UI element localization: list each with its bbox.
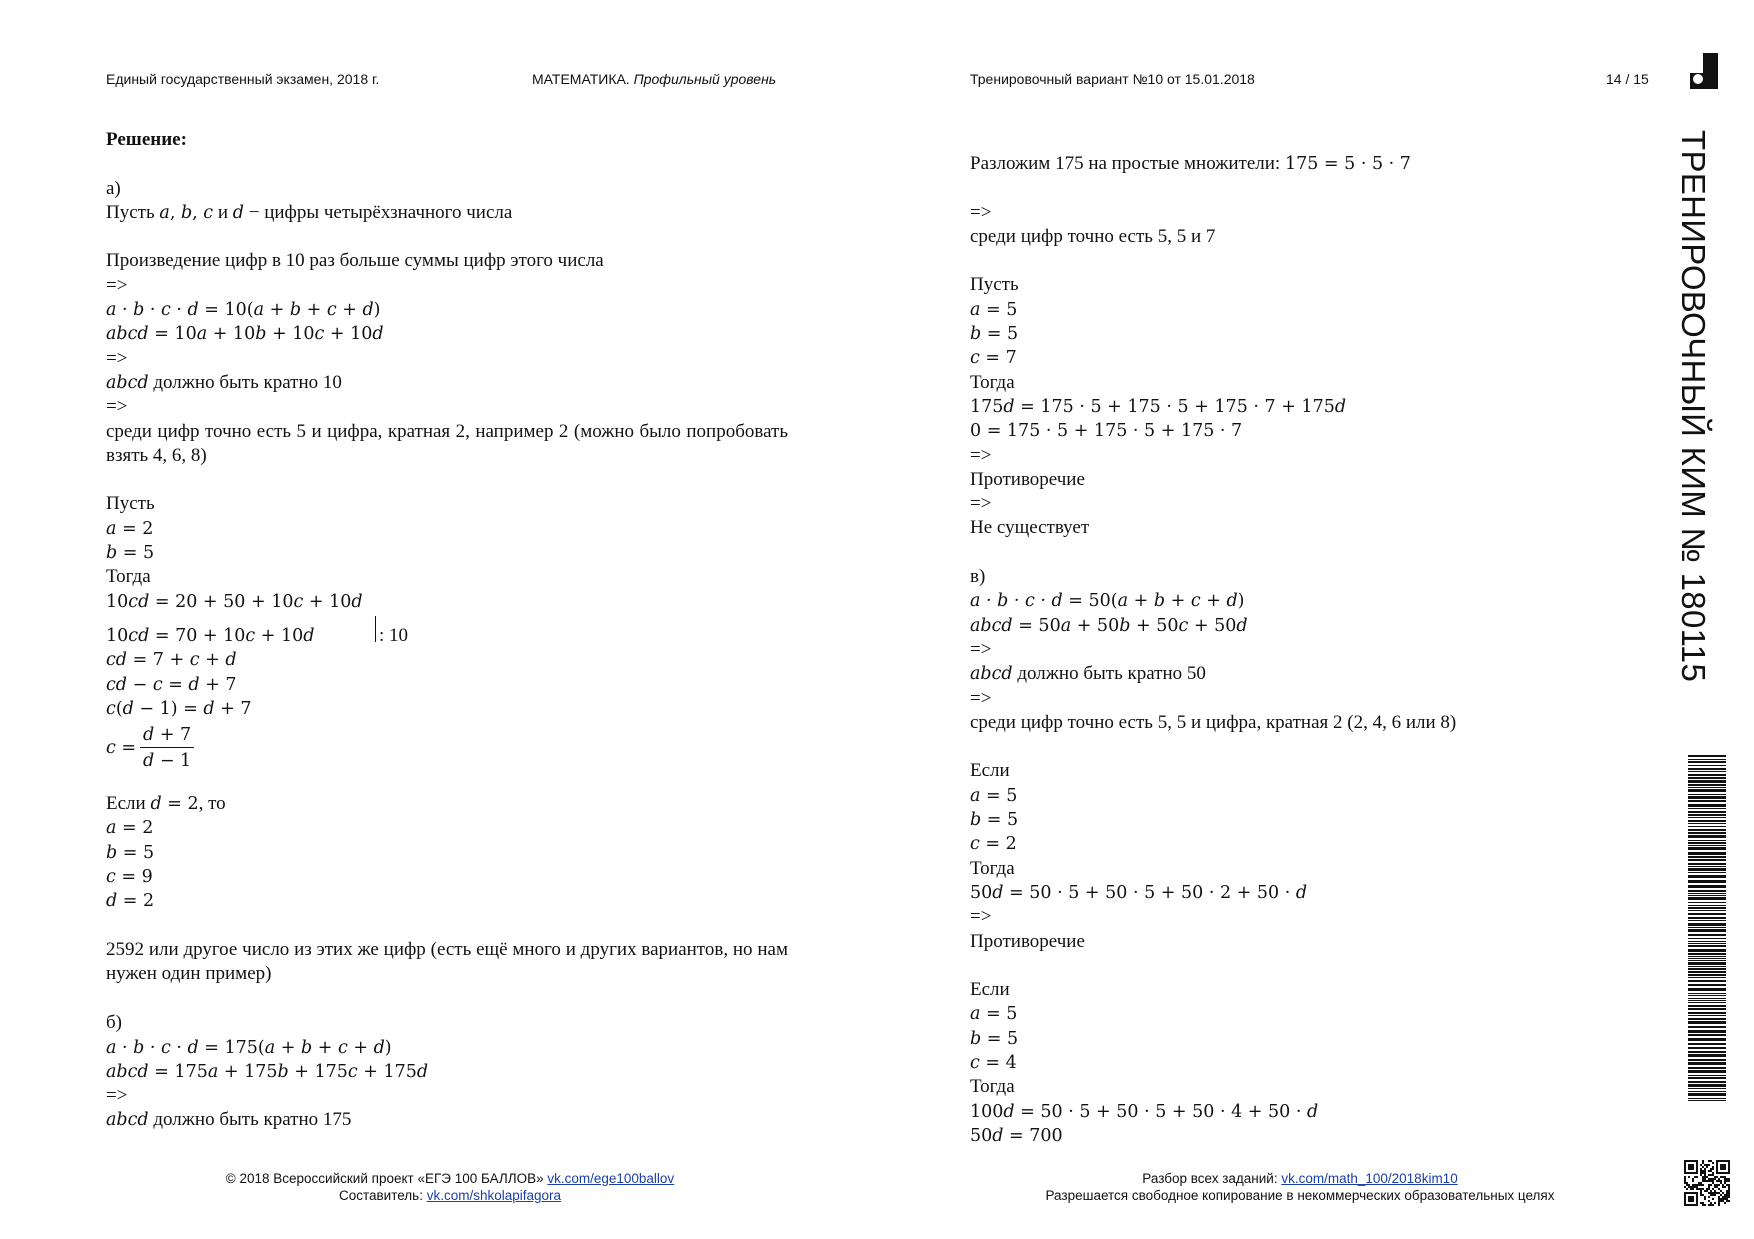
header-level: Профильный уровень (633, 71, 777, 87)
formula: b = 5 (106, 543, 155, 564)
formula: cd − c = d + 7 (106, 674, 237, 695)
text-line: Если (970, 979, 1010, 1001)
logo-icon (1690, 53, 1718, 89)
text-line: Тогда (970, 857, 1015, 879)
formula: a = 5 (970, 1004, 1018, 1025)
formula: d = 2 (106, 891, 155, 912)
part-a-label: а) (106, 177, 121, 199)
formula: a = 2 (106, 818, 154, 839)
divide-note: : 10 (379, 624, 409, 646)
side-title: ТРЕНИРОВОЧНЫЙ КИМ № 180115 (1675, 130, 1712, 683)
formula: 175d = 175 · 5 + 175 · 5 + 175 · 7 + 175d (970, 396, 1347, 417)
arrow: => (970, 906, 992, 928)
arrow: => (970, 687, 992, 709)
text-line: Не существует (970, 517, 1090, 539)
barcode-icon (1688, 755, 1726, 1103)
formula: 100d = 50 · 5 + 50 · 5 + 50 · 4 + 50 · d (970, 1101, 1319, 1122)
footer-link-analysis[interactable]: vk.com/math_100/2018kim10 (1281, 1171, 1458, 1186)
formula: 50d = 50 · 5 + 50 · 5 + 50 · 2 + 50 · d (970, 882, 1308, 903)
formula: 0 = 175 · 5 + 175 · 5 + 175 · 7 (970, 421, 1243, 442)
formula: b = 5 (970, 810, 1019, 831)
formula: abcd = 10a + 10b + 10c + 10d (106, 324, 384, 345)
footer-link-author[interactable]: vk.com/shkolapifagora (426, 1188, 562, 1203)
formula: b = 5 (970, 1028, 1019, 1049)
right-column (970, 152, 1570, 1148)
formula: abcd = 175a + 175b + 175c + 175d (106, 1061, 429, 1082)
arrow: => (106, 347, 128, 369)
formula: c = 2 (970, 834, 1017, 855)
footer-link-project[interactable]: vk.com/ege100ballov (547, 1171, 675, 1186)
header-subject: МАТЕМАТИКА. (532, 71, 630, 87)
header-right: Тренировочный вариант №10 от 15.01.2018 (970, 71, 1255, 87)
part-b-label: б) (106, 1012, 122, 1034)
text-line: среди цифр точно есть 5, 5 и 7 (970, 225, 1216, 247)
text-line: Противоречие (970, 930, 1085, 952)
arrow: => (106, 1085, 128, 1107)
divider-bar (375, 616, 376, 642)
footer-author: Составитель: vk.com/shkolapifagora (338, 1188, 562, 1203)
formula: a · b · c · d = 10(a + b + c + d) (106, 300, 381, 321)
formula: c(d − 1) = d + 7 (106, 698, 252, 719)
left-column (106, 128, 788, 1133)
formula: c = 4 (970, 1052, 1017, 1073)
footer-analysis: Разбор всех заданий: vk.com/math_100/2018kim10 (1142, 1171, 1458, 1186)
part-v-label: в) (970, 566, 986, 588)
header-left: Единый государственный экзамен, 2018 г. (106, 71, 380, 87)
text-line: Если (970, 760, 1010, 782)
formula: c = 7 (970, 348, 1017, 369)
formula: a · b · c · d = 50(a + b + c + d) (970, 591, 1245, 612)
footer-license: Разрешается свободное копирование в некоммерческих образовательных целях (1045, 1188, 1555, 1203)
arrow: => (970, 493, 992, 515)
formula: c = 9 (106, 867, 153, 888)
formula: a · b · c · d = 175(a + b + c + d) (106, 1037, 392, 1058)
text-line: Пусть a, b, c и d − цифры четырёхзначного числа (106, 201, 513, 223)
arrow: => (970, 201, 992, 223)
text-line: Тогда (106, 566, 151, 588)
formula: 10cd = 20 + 50 + 10c + 10d (106, 591, 363, 612)
page-number: 14 / 15 (1606, 71, 1649, 87)
formula: a = 2 (106, 518, 154, 539)
text-line: среди цифр точно есть 5, 5 и цифра, кратная 2 (2, 4, 6 или 8) (970, 711, 1457, 733)
text-line: Если d = 2, то (106, 793, 226, 815)
formula: 10cd = 70 + 10c + 10d : 10 (106, 624, 788, 648)
text-line: Тогда (970, 1076, 1015, 1098)
footer-right (980, 1170, 1620, 1204)
qr-code-icon (1684, 1160, 1730, 1206)
text-line: Произведение цифр в 10 раз больше суммы цифр этого числа (106, 250, 604, 272)
fraction-formula: c = $\frac{d + 7}{d - 1}$ (106, 723, 788, 774)
text-line: abcd должно быть кратно 50 (970, 663, 1206, 685)
arrow: => (970, 444, 992, 466)
footer-left (150, 1170, 750, 1204)
formula: b = 5 (106, 842, 155, 863)
text-line: abcd должно быть кратно 10 (106, 371, 342, 393)
formula: 50d = 700 (970, 1125, 1063, 1146)
formula: abcd = 50a + 50b + 50c + 50d (970, 615, 1248, 636)
text-line: abcd должно быть кратно 175 (106, 1109, 352, 1131)
text-line: Разложим 175 на простые множители: 175 = 5 · 5 · 7 (970, 153, 1411, 174)
header-center (532, 71, 776, 87)
formula: a = 5 (970, 785, 1018, 806)
text-paragraph: среди цифр точно есть 5 и цифра, кратная 2, например 2 (можно было попробовать взять 4, 6, 8) (106, 420, 788, 466)
text-line: Тогда (970, 371, 1015, 393)
footer-copyright: © 2018 Всероссийский проект «ЕГЭ 100 БАЛЛОВ» vk.com/ege100ballov (225, 1171, 675, 1186)
arrow: => (106, 274, 128, 296)
arrow: => (970, 638, 992, 660)
answer-paragraph: 2592 или другое число из этих же цифр (есть ещё много и других вариантов, но нам нужен один пример) (106, 938, 788, 984)
text-line: Противоречие (970, 468, 1085, 490)
text-line: Пусть (106, 493, 155, 515)
formula: cd = 7 + c + d (106, 650, 237, 671)
solution-title: Решение: (106, 129, 187, 150)
arrow: => (106, 396, 128, 418)
formula: a = 5 (970, 299, 1018, 320)
text-line: Пусть (970, 274, 1019, 296)
formula: b = 5 (970, 324, 1019, 345)
